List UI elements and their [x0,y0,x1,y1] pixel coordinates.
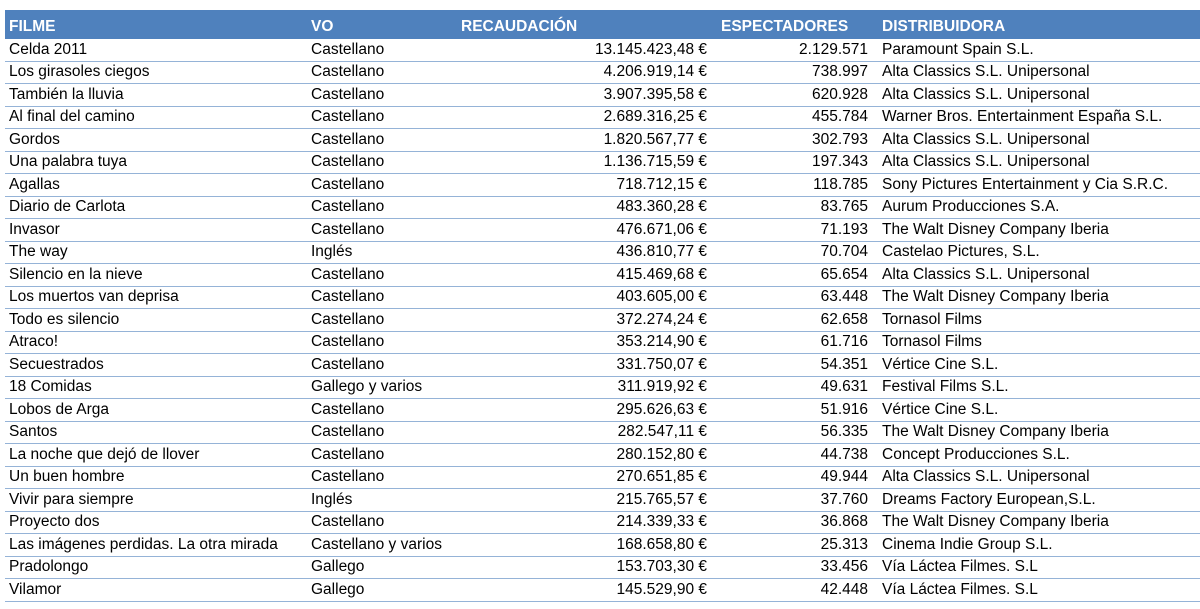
cell-recaudacion[interactable]: 2.689.316,25 € [453,106,711,129]
cell-vo[interactable]: Castellano [307,399,453,422]
cell-espectadores[interactable]: 37.760 [711,489,876,512]
cell-espectadores[interactable]: 54.351 [711,354,876,377]
cell-recaudacion[interactable]: 280.152,80 € [453,444,711,467]
cell-distribuidora[interactable]: Vía Láctea Filmes. S.L [876,556,1200,579]
cell-recaudacion[interactable]: 372.274,24 € [453,309,711,332]
cell-filme[interactable]: Al final del camino [5,106,307,129]
cell-recaudacion[interactable]: 214.339,33 € [453,511,711,534]
cell-vo[interactable]: Castellano [307,84,453,107]
cell-espectadores[interactable]: 455.784 [711,106,876,129]
cell-espectadores[interactable]: 44.738 [711,444,876,467]
cell-vo[interactable]: Castellano [307,264,453,287]
cell-espectadores[interactable]: 118.785 [711,174,876,197]
cell-espectadores[interactable]: 36.868 [711,511,876,534]
cell-espectadores[interactable]: 83.765 [711,196,876,219]
cell-filme[interactable]: Santos [5,421,307,444]
cell-distribuidora[interactable]: Sony Pictures Entertainment y Cia S.R.C. [876,174,1200,197]
cell-recaudacion[interactable]: 353.214,90 € [453,331,711,354]
cell-distribuidora[interactable]: Aurum Producciones S.A. [876,196,1200,219]
cell-recaudacion[interactable]: 483.360,28 € [453,196,711,219]
cell-recaudacion[interactable]: 3.907.395,58 € [453,84,711,107]
box-office-table [5,10,1200,602]
table-row [5,376,1200,399]
table-row [5,309,1200,332]
cell-filme[interactable]: Todo es silencio [5,309,307,332]
cell-distribuidora[interactable]: The Walt Disney Company Iberia [876,421,1200,444]
table-row [5,579,1200,602]
table-row [5,219,1200,242]
table-row [5,39,1200,62]
cell-vo[interactable]: Castellano [307,444,453,467]
table-row [5,84,1200,107]
cell-distribuidora[interactable]: Alta Classics S.L. Unipersonal [876,61,1200,84]
cell-recaudacion[interactable]: 403.605,00 € [453,286,711,309]
cell-vo[interactable]: Castellano y varios [307,534,453,557]
table-row [5,511,1200,534]
cell-vo[interactable]: Castellano [307,511,453,534]
cell-recaudacion[interactable]: 270.651,85 € [453,466,711,489]
table-row [5,151,1200,174]
header-filme[interactable]: FILME [5,10,307,39]
cell-filme[interactable]: Una palabra tuya [5,151,307,174]
header-vo[interactable]: VO [307,10,453,39]
cell-recaudacion[interactable]: 145.529,90 € [453,579,711,602]
cell-espectadores[interactable]: 42.448 [711,579,876,602]
cell-filme[interactable]: La noche que dejó de llover [5,444,307,467]
cell-distribuidora[interactable]: Dreams Factory European,S.L. [876,489,1200,512]
cell-filme[interactable]: Proyecto dos [5,511,307,534]
cell-distribuidora[interactable]: Vía Láctea Filmes. S.L [876,579,1200,602]
header-distribuidora[interactable]: DISTRIBUIDORA [876,10,1200,39]
cell-distribuidora[interactable]: Alta Classics S.L. Unipersonal [876,129,1200,152]
cell-vo[interactable]: Castellano [307,129,453,152]
table-row [5,466,1200,489]
cell-vo[interactable]: Castellano [307,466,453,489]
cell-vo[interactable]: Castellano [307,39,453,62]
cell-espectadores[interactable]: 2.129.571 [711,39,876,62]
table-row [5,196,1200,219]
cell-recaudacion[interactable]: 295.626,63 € [453,399,711,422]
table-row [5,489,1200,512]
cell-vo[interactable]: Castellano [307,286,453,309]
cell-recaudacion[interactable]: 1.136.715,59 € [453,151,711,174]
cell-recaudacion[interactable]: 153.703,30 € [453,556,711,579]
cell-filme[interactable]: Los girasoles ciegos [5,61,307,84]
cell-vo[interactable]: Castellano [307,354,453,377]
cell-vo[interactable]: Inglés [307,489,453,512]
cell-espectadores[interactable]: 49.631 [711,376,876,399]
table-row [5,331,1200,354]
cell-filme[interactable]: 18 Comidas [5,376,307,399]
cell-filme[interactable]: Pradolongo [5,556,307,579]
cell-filme[interactable]: Los muertos van deprisa [5,286,307,309]
cell-recaudacion[interactable]: 4.206.919,14 € [453,61,711,84]
cell-distribuidora[interactable]: Castelao Pictures, S.L. [876,241,1200,264]
cell-vo[interactable]: Castellano [307,61,453,84]
table-header [5,10,1200,39]
cell-filme[interactable]: Vilamor [5,579,307,602]
table-row [5,354,1200,377]
cell-vo[interactable]: Castellano [307,151,453,174]
cell-distribuidora[interactable]: Alta Classics S.L. Unipersonal [876,151,1200,174]
cell-distribuidora[interactable]: Festival Films S.L. [876,376,1200,399]
cell-recaudacion[interactable]: 215.765,57 € [453,489,711,512]
cell-distribuidora[interactable]: Alta Classics S.L. Unipersonal [876,466,1200,489]
cell-vo[interactable]: Castellano [307,106,453,129]
cell-filme[interactable]: Un buen hombre [5,466,307,489]
cell-vo[interactable]: Castellano [307,174,453,197]
cell-vo[interactable]: Gallego [307,556,453,579]
cell-espectadores[interactable]: 70.704 [711,241,876,264]
cell-distribuidora[interactable]: The Walt Disney Company Iberia [876,286,1200,309]
cell-recaudacion[interactable]: 415.469,68 € [453,264,711,287]
cell-distribuidora[interactable]: Concept Producciones S.L. [876,444,1200,467]
cell-recaudacion[interactable]: 168.658,80 € [453,534,711,557]
cell-distribuidora[interactable]: Alta Classics S.L. Unipersonal [876,264,1200,287]
table-row [5,421,1200,444]
cell-filme[interactable]: Lobos de Arga [5,399,307,422]
cell-vo[interactable]: Inglés [307,241,453,264]
header-row [5,10,1200,39]
cell-filme[interactable]: Gordos [5,129,307,152]
cell-vo[interactable]: Gallego y varios [307,376,453,399]
cell-distribuidora[interactable]: The Walt Disney Company Iberia [876,219,1200,242]
table-row [5,264,1200,287]
cell-espectadores[interactable]: 25.313 [711,534,876,557]
cell-espectadores[interactable]: 71.193 [711,219,876,242]
cell-espectadores[interactable]: 33.456 [711,556,876,579]
cell-filme[interactable]: Las imágenes perdidas. La otra mirada [5,534,307,557]
cell-filme[interactable]: Silencio en la nieve [5,264,307,287]
cell-vo[interactable]: Castellano [307,196,453,219]
table-row [5,241,1200,264]
cell-distribuidora[interactable]: Tornasol Films [876,331,1200,354]
cell-espectadores[interactable]: 62.658 [711,309,876,332]
cell-distribuidora[interactable]: Alta Classics S.L. Unipersonal [876,84,1200,107]
table-row [5,106,1200,129]
cell-espectadores[interactable]: 302.793 [711,129,876,152]
cell-filme[interactable]: Secuestrados [5,354,307,377]
cell-recaudacion[interactable]: 13.145.423,48 € [453,39,711,62]
cell-filme[interactable]: También la lluvia [5,84,307,107]
cell-vo[interactable]: Castellano [307,219,453,242]
cell-vo[interactable]: Castellano [307,421,453,444]
cell-distribuidora[interactable]: Vértice Cine S.L. [876,354,1200,377]
cell-recaudacion[interactable]: 1.820.567,77 € [453,129,711,152]
cell-distribuidora[interactable]: Cinema Indie Group S.L. [876,534,1200,557]
cell-recaudacion[interactable]: 436.810,77 € [453,241,711,264]
header-recaudacion[interactable]: RECAUDACIÓN [453,10,711,39]
cell-filme[interactable]: Diario de Carlota [5,196,307,219]
cell-espectadores[interactable]: 51.916 [711,399,876,422]
table-row [5,534,1200,557]
table-row [5,444,1200,467]
cell-recaudacion[interactable]: 282.547,11 € [453,421,711,444]
cell-recaudacion[interactable]: 476.671,06 € [453,219,711,242]
cell-vo[interactable]: Castellano [307,309,453,332]
table-row [5,286,1200,309]
table-row [5,174,1200,197]
cell-recaudacion[interactable]: 718.712,15 € [453,174,711,197]
cell-recaudacion[interactable]: 331.750,07 € [453,354,711,377]
table-row [5,399,1200,422]
cell-distribuidora[interactable]: Vértice Cine S.L. [876,399,1200,422]
table-row [5,61,1200,84]
table-body [5,39,1200,602]
cell-distribuidora[interactable]: The Walt Disney Company Iberia [876,511,1200,534]
cell-espectadores[interactable]: 63.448 [711,286,876,309]
cell-espectadores[interactable]: 61.716 [711,331,876,354]
cell-vo[interactable]: Castellano [307,331,453,354]
cell-distribuidora[interactable]: Paramount Spain S.L. [876,39,1200,62]
table-row [5,556,1200,579]
cell-distribuidora[interactable]: Tornasol Films [876,309,1200,332]
cell-filme[interactable]: Celda 2011 [5,39,307,62]
cell-espectadores[interactable]: 620.928 [711,84,876,107]
cell-espectadores[interactable]: 197.343 [711,151,876,174]
cell-espectadores[interactable]: 65.654 [711,264,876,287]
cell-espectadores[interactable]: 49.944 [711,466,876,489]
cell-filme[interactable]: Vivir para siempre [5,489,307,512]
cell-recaudacion[interactable]: 311.919,92 € [453,376,711,399]
cell-filme[interactable]: Invasor [5,219,307,242]
header-espectadores[interactable]: ESPECTADORES [711,10,876,39]
cell-filme[interactable]: The way [5,241,307,264]
cell-filme[interactable]: Atraco! [5,331,307,354]
cell-distribuidora[interactable]: Warner Bros. Entertainment España S.L. [876,106,1200,129]
table-row [5,129,1200,152]
cell-vo[interactable]: Gallego [307,579,453,602]
cell-espectadores[interactable]: 56.335 [711,421,876,444]
cell-filme[interactable]: Agallas [5,174,307,197]
cell-espectadores[interactable]: 738.997 [711,61,876,84]
